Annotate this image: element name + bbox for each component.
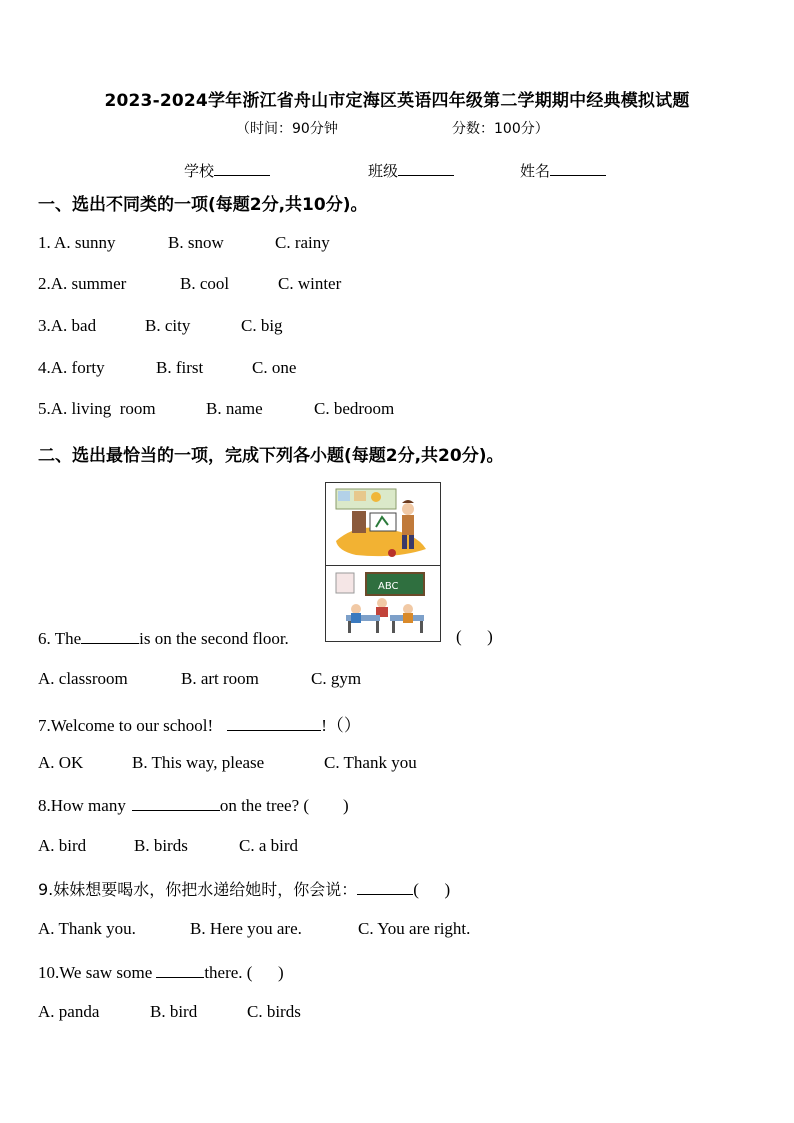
class-label: 班级 (368, 162, 399, 180)
option-b[interactable]: B. This way, please (132, 753, 265, 772)
section-2-heading: 二、选出最恰当的一项，完成下列各小题(每题2分,共20分)。 (38, 446, 504, 466)
question-2 (38, 274, 342, 294)
option-a[interactable]: 3.A. bad (38, 316, 97, 335)
name-field[interactable] (520, 160, 606, 181)
question-text: 8.How many (38, 796, 126, 815)
option-a[interactable]: 2.A. summer (38, 274, 127, 293)
question-text: is on the second floor. (139, 629, 289, 648)
option-a[interactable]: A. Thank you. (38, 919, 136, 938)
option-a[interactable]: A. bird (38, 836, 87, 855)
option-b[interactable]: B. bird (150, 1002, 198, 1021)
svg-text:ABC: ABC (378, 581, 399, 592)
answer-blank[interactable] (132, 794, 220, 811)
option-a[interactable]: A. panda (38, 1002, 100, 1021)
question-text: there. ( ) (204, 963, 284, 982)
option-b[interactable]: B. cool (180, 274, 230, 293)
school-field[interactable] (184, 160, 270, 181)
question-8-options (38, 836, 299, 856)
option-b[interactable]: B. birds (134, 836, 188, 855)
option-b[interactable]: B. name (206, 399, 263, 418)
question-4 (38, 358, 297, 378)
question-text: on the tree? ( ) (219, 796, 349, 815)
question-9-options (38, 919, 471, 939)
time-info: （时间：90分钟 (236, 121, 338, 137)
answer-bracket[interactable]: !（） (321, 716, 361, 735)
question-3 (38, 316, 283, 336)
question-text: 6. The (38, 629, 82, 648)
question-9 (38, 877, 450, 900)
answer-bracket[interactable]: ( ) (456, 627, 493, 646)
page-title: 2023-2024学年浙江省舟山市定海区英语四年级第二学期期中经典模拟试题 (104, 91, 690, 111)
option-b[interactable]: B. art room (181, 669, 259, 688)
option-a[interactable]: 5.A. living room (38, 399, 156, 418)
class-field[interactable] (368, 160, 454, 181)
question-10 (38, 961, 284, 983)
question-6-options (38, 669, 362, 689)
option-b[interactable]: B. Here you are. (190, 919, 302, 938)
answer-blank[interactable] (81, 627, 139, 644)
option-c[interactable]: C. gym (311, 669, 362, 688)
art-room-illustration (326, 483, 440, 565)
option-b[interactable]: B. city (145, 316, 191, 335)
option-c[interactable]: C. Thank you (324, 753, 417, 772)
school-label: 学校 (184, 162, 215, 180)
score-info: 分数：100分） (452, 121, 549, 137)
option-a[interactable]: 1. A. sunny (38, 233, 116, 252)
question-text: 9.妹妹想要喝水，你把水递给她时，你会说： (38, 880, 358, 899)
question-text: 10.We saw some (38, 963, 153, 982)
option-c[interactable]: C. winter (278, 274, 342, 293)
option-a[interactable]: A. OK (38, 753, 84, 772)
question-7-options (38, 753, 417, 773)
question-6-picture (325, 482, 441, 642)
classroom-illustration (326, 567, 440, 641)
option-c[interactable]: C. You are right. (358, 919, 471, 938)
class-blank[interactable] (398, 160, 454, 176)
exam-info (236, 118, 549, 138)
section-1-heading: 一、选出不同类的一项(每题2分,共10分)。 (38, 195, 368, 215)
answer-blank[interactable] (227, 714, 321, 731)
question-text: 7.Welcome to our school! (38, 716, 214, 735)
answer-bracket[interactable]: ( ) (413, 880, 451, 899)
option-b[interactable]: B. snow (168, 233, 224, 252)
option-c[interactable]: C. birds (247, 1002, 301, 1021)
question-5 (38, 399, 395, 419)
question-8 (38, 794, 349, 816)
question-6 (38, 627, 493, 649)
option-a[interactable]: 4.A. forty (38, 358, 105, 377)
picture-divider (326, 565, 440, 566)
option-c[interactable]: C. rainy (275, 233, 330, 252)
name-label: 姓名 (520, 162, 551, 180)
option-c[interactable]: C. bedroom (314, 399, 395, 418)
option-b[interactable]: B. first (156, 358, 204, 377)
option-c[interactable]: C. big (241, 316, 283, 335)
answer-blank[interactable] (357, 878, 413, 895)
question-1 (38, 233, 330, 253)
option-a[interactable]: A. classroom (38, 669, 128, 688)
answer-blank[interactable] (156, 961, 204, 978)
question-7 (38, 711, 361, 736)
option-c[interactable]: C. one (252, 358, 297, 377)
name-blank[interactable] (550, 160, 606, 176)
option-c[interactable]: C. a bird (239, 836, 299, 855)
question-10-options (38, 1002, 301, 1022)
school-blank[interactable] (214, 160, 270, 176)
